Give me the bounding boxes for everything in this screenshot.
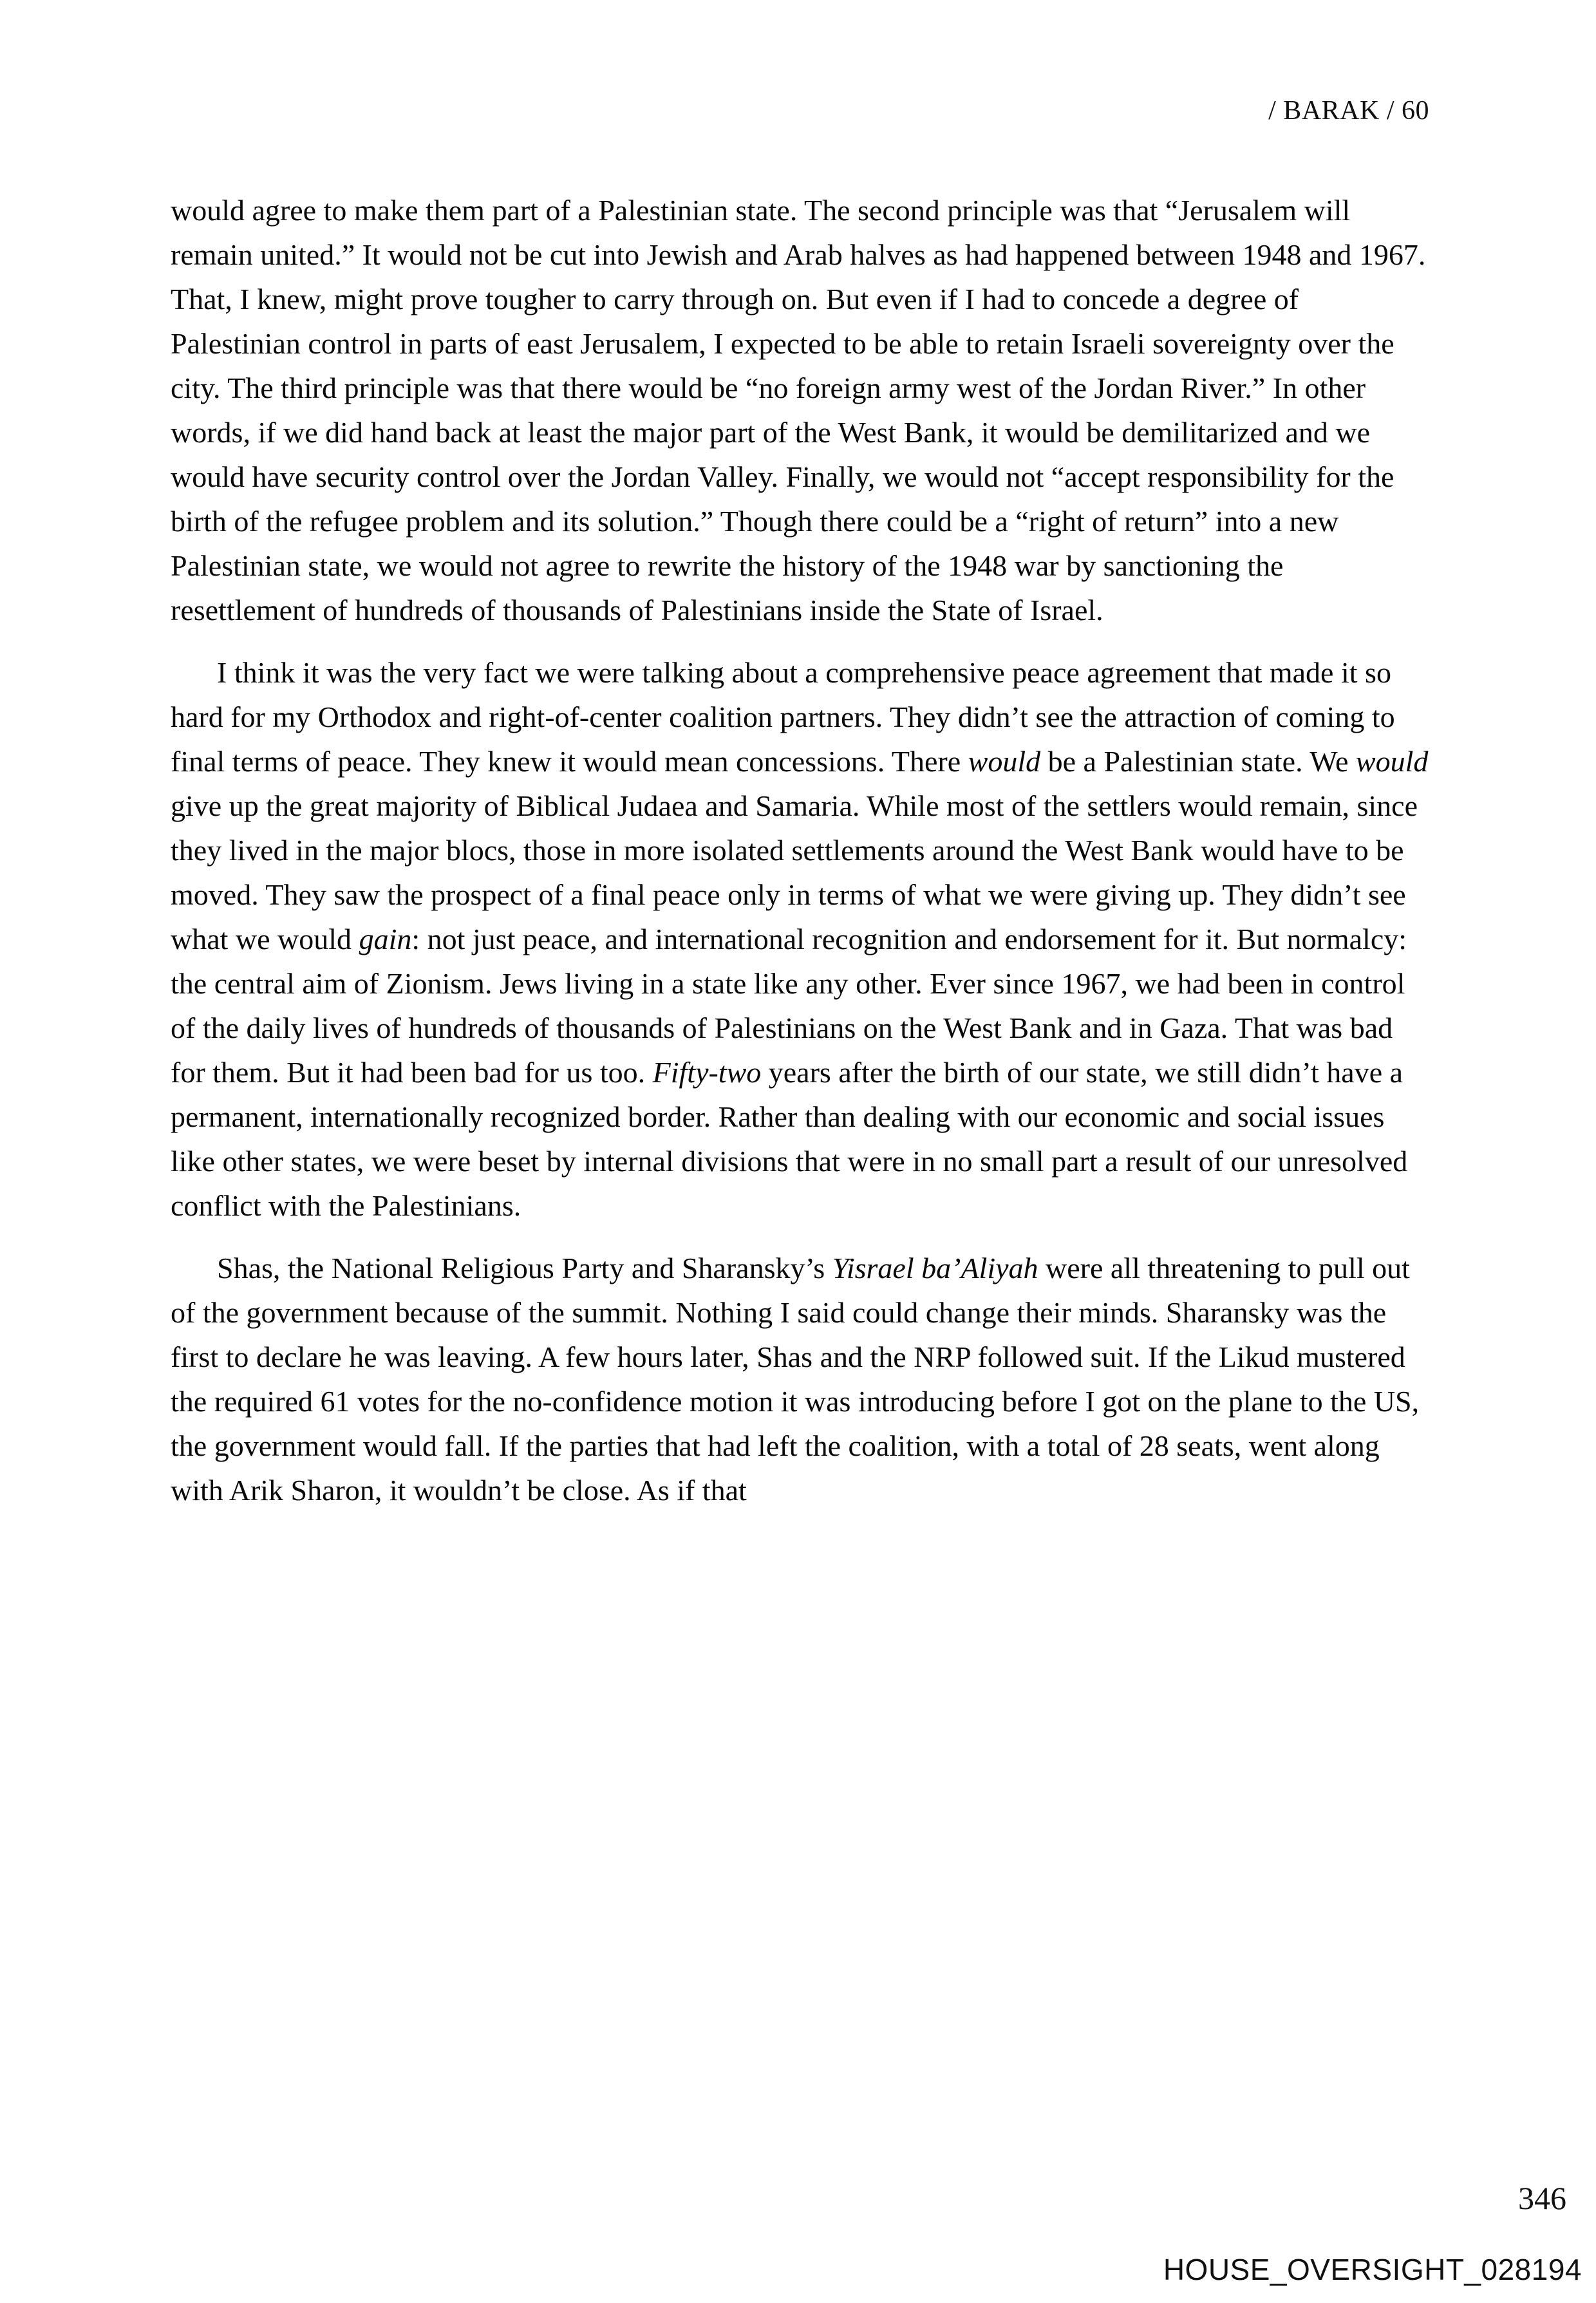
running-head: / BARAK / 60 — [1268, 96, 1429, 126]
italic-text-segment: Yisrael ba’Aliyah — [832, 1252, 1038, 1284]
body-text — [171, 188, 1429, 1512]
italic-text-segment: gain — [359, 923, 412, 955]
text-segment: Shas, the National Religious Party and Sharansky’s — [217, 1252, 832, 1284]
paragraph — [171, 188, 1429, 632]
text-segment: would agree to make them part of a Palestinian state. The second principle was that “Jerusalem will remain united.” It would not be cut into Jewish and Arab halves as had happened between 1948 and 1967. That, I knew, might prove tougher to carry through on. But even if I had to concede a degree of Palestinian control in parts of east Jerusalem, I expected to be able to retain Israeli sovereignty over the city. The third principle was that there would be “no foreign army west of the Jordan River.” In other words, if we did hand back at least the major part of the West Bank, it would be demilitarized and we would have security control over the Jordan Valley. Finally, we would not “accept responsibility for the birth of the refugee problem and its solution.” Though there could be a “right of return” into a new Palestinian state, we would not agree to rewrite the history of the 1948 war by sanctioning the resettlement of hundreds of thousands of Palestinians inside the State of Israel. — [171, 194, 1426, 626]
text-segment: be a Palestinian state. We — [1040, 745, 1356, 778]
text-segment: years after the birth of our state, we still didn’t have a permanent, internationally recognized border. Rather than dealing with our economic and social issues like other states, we were beset by internal divisions that were in no small part a result of our unresolved conflict with the Palestinians. — [171, 1056, 1408, 1222]
italic-text-segment: would — [968, 745, 1041, 778]
text-segment: give up the great majority of Biblical Judaea and Samaria. While most of the settlers would remain, since they lived in the major blocs, those in more isolated settlements around the West Bank would have to be moved. They saw the prospect of a final peace only in terms of what we were giving up. They didn’t see what we would — [171, 789, 1418, 955]
page-number: 346 — [1518, 2180, 1566, 2216]
text-segment: I think it was the very fact we were talking about a comprehensive peace agreement that made it so hard for my Orthodox and right-of-center coalition partners. They didn’t see the attraction of coming to final terms of peace. They knew it would mean concessions. There — [171, 656, 1395, 778]
paragraph — [171, 650, 1429, 1228]
text-segment: were all threatening to pull out of the government because of the summit. Nothing I said could change their minds. Sharansky was the first to declare he was leaving. A few hours later, Shas and the NRP followed suit. If the Likud mustered the required 61 votes for the no-confidence motion it was introducing before I got on the plane to the US, the government would fall. If the parties that had left the coalition, with a total of 28 seats, went along with Arik Sharon, it wouldn’t be close. As if that — [171, 1252, 1420, 1507]
text-segment: : not just peace, and international recognition and endorsement for it. But normalcy: the central aim of Zionism. Jews living in a state like any other. Ever since 1967, we had been in control of the daily lives of hundreds of thousands of Palestinians on the West Bank and in Gaza. That was bad for them. But it had been bad for us too. — [171, 923, 1407, 1089]
bates-stamp: HOUSE_OVERSIGHT_028194 — [1163, 2253, 1582, 2286]
italic-text-segment: would — [1355, 745, 1429, 778]
italic-text-segment: Fifty-two — [652, 1056, 762, 1089]
paragraph — [171, 1246, 1429, 1512]
